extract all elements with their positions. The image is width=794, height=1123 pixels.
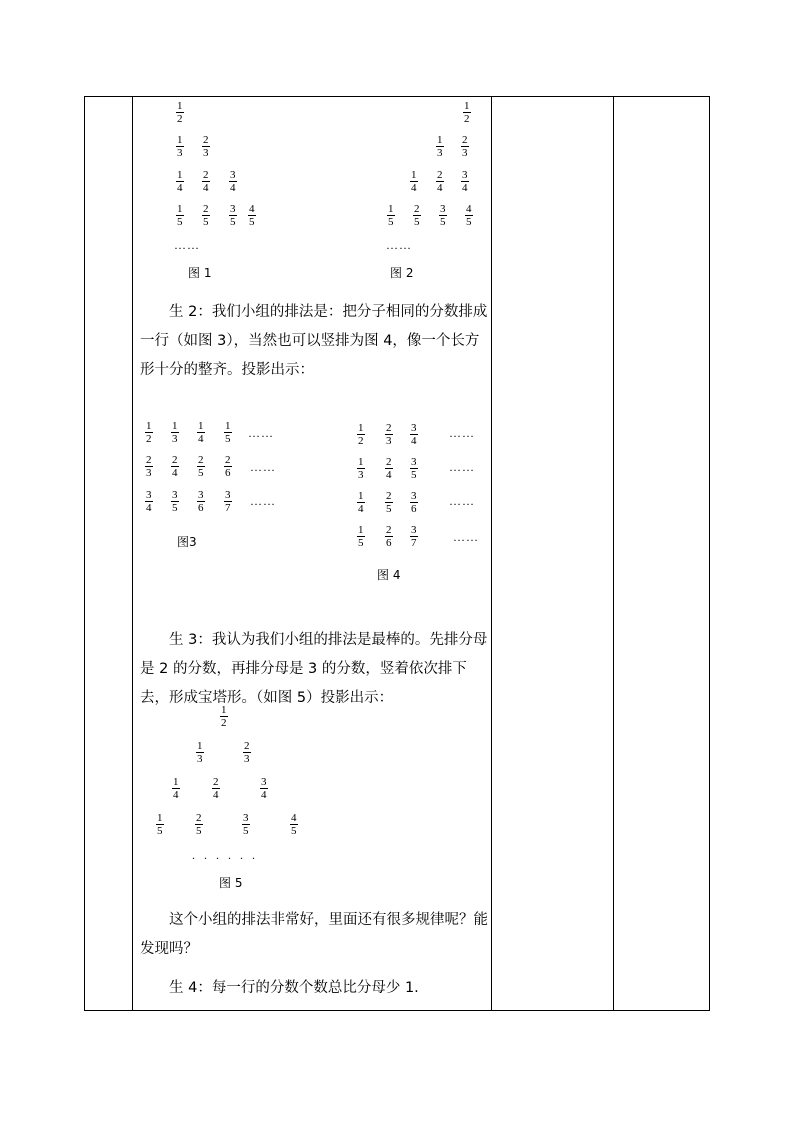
fraction	[357, 524, 365, 549]
figure-caption: 图3	[177, 535, 197, 549]
fraction-denominator: 4	[411, 182, 417, 194]
fraction-numerator: 2	[198, 454, 204, 466]
fraction-denominator: 5	[196, 825, 202, 837]
fraction-denominator: 4	[462, 182, 468, 194]
fraction-numerator: 3	[411, 422, 417, 434]
fraction-denominator: 4	[172, 467, 178, 479]
fraction-numerator: 1	[172, 420, 178, 432]
fraction-denominator: 4	[437, 182, 443, 194]
fraction	[145, 420, 153, 445]
student-4-paragraph: 生 4：每一行的分数个数总比分母少 1.	[169, 980, 419, 996]
fraction-numerator: 3	[225, 489, 231, 501]
fraction-numerator: 1	[177, 169, 183, 181]
fraction	[463, 100, 471, 125]
fraction-denominator: 5	[172, 502, 178, 514]
fraction	[385, 422, 393, 447]
fraction	[195, 812, 203, 837]
column-divider	[491, 97, 492, 1010]
fraction-denominator: 4	[146, 502, 152, 514]
ellipsis: ……	[449, 494, 475, 508]
fraction-denominator: 4	[213, 789, 219, 801]
fraction	[410, 524, 418, 549]
fraction-denominator: 5	[249, 216, 255, 228]
fraction-numerator: 1	[177, 203, 183, 215]
fraction-numerator: 1	[358, 422, 364, 434]
fraction	[197, 489, 205, 514]
fraction-numerator: 4	[249, 203, 255, 215]
fraction	[172, 776, 180, 801]
fraction-denominator: 2	[146, 433, 152, 445]
fraction-denominator: 3	[386, 435, 392, 447]
fraction-numerator: 1	[173, 776, 179, 788]
fraction-numerator: 1	[388, 203, 394, 215]
fraction-denominator: 3	[437, 147, 443, 159]
figure-caption: 图 4	[377, 568, 401, 582]
fraction	[197, 454, 205, 479]
fraction-numerator: 2	[203, 203, 209, 215]
fraction-denominator: 4	[230, 182, 236, 194]
figure-caption: 图 2	[390, 266, 414, 280]
fraction-denominator: 4	[261, 789, 267, 801]
fraction-numerator: 1	[197, 740, 203, 752]
fraction	[385, 456, 393, 481]
fraction	[145, 489, 153, 514]
fraction-denominator: 3	[172, 433, 178, 445]
fraction-denominator: 6	[225, 467, 231, 479]
fraction-numerator: 1	[177, 134, 183, 146]
fraction-numerator: 3	[440, 203, 446, 215]
fraction-denominator: 3	[244, 753, 250, 765]
fraction-numerator: 3	[146, 489, 152, 501]
fraction-denominator: 3	[197, 753, 203, 765]
fraction	[224, 420, 232, 445]
fraction-numerator: 1	[411, 169, 417, 181]
fraction	[413, 203, 421, 228]
fraction-denominator: 3	[462, 147, 468, 159]
fraction	[176, 203, 184, 228]
fraction-denominator: 5	[230, 216, 236, 228]
fraction-numerator: 3	[230, 203, 236, 215]
fraction	[357, 422, 365, 447]
fraction-denominator: 5	[203, 216, 209, 228]
fraction-denominator: 2	[177, 113, 183, 125]
fraction-numerator: 3	[411, 524, 417, 536]
fraction-numerator: 2	[225, 454, 231, 466]
fraction-numerator: 2	[172, 454, 178, 466]
fraction-numerator: 2	[203, 169, 209, 181]
ellipsis: ......	[192, 848, 264, 862]
fraction-denominator: 4	[203, 182, 209, 194]
fraction-denominator: 3	[203, 147, 209, 159]
ellipsis: ……	[386, 238, 412, 252]
ellipsis: ……	[250, 460, 276, 474]
fraction	[171, 454, 179, 479]
fraction	[229, 169, 237, 194]
fraction-denominator: 5	[411, 469, 417, 481]
fraction-numerator: 3	[243, 812, 249, 824]
fraction	[260, 776, 268, 801]
fraction-denominator: 4	[173, 789, 179, 801]
fraction	[176, 169, 184, 194]
fraction-numerator: 3	[462, 169, 468, 181]
fraction-numerator: 2	[203, 134, 209, 146]
fraction-numerator: 2	[244, 740, 250, 752]
ellipsis: ……	[248, 426, 274, 440]
fraction	[171, 489, 179, 514]
fraction	[357, 456, 365, 481]
fraction-denominator: 5	[386, 503, 392, 515]
fraction-denominator: 6	[198, 502, 204, 514]
student-2-paragraph: 生 2：我们小组的排法是：把分子相同的分数排成一行（如图 3），当然也可以竖排为图 4，像一个长方形十分的整齐。投影出示：	[140, 304, 488, 378]
fraction-numerator: 1	[146, 420, 152, 432]
figure-caption: 图 1	[188, 266, 212, 280]
fraction	[202, 169, 210, 194]
fraction	[410, 422, 418, 447]
ellipsis: ……	[174, 238, 200, 252]
fraction-denominator: 4	[177, 182, 183, 194]
fraction	[196, 740, 204, 765]
fraction-denominator: 3	[146, 467, 152, 479]
fraction	[385, 524, 393, 549]
fraction	[224, 454, 232, 479]
fraction-denominator: 5	[466, 216, 472, 228]
fraction-denominator: 2	[358, 435, 364, 447]
fraction-denominator: 4	[198, 433, 204, 445]
column-divider	[132, 97, 133, 1010]
column-divider	[613, 97, 614, 1010]
ellipsis: ……	[250, 494, 276, 508]
fraction	[436, 134, 444, 159]
fraction-denominator: 5	[388, 216, 394, 228]
fraction-denominator: 5	[177, 216, 183, 228]
fraction-numerator: 3	[261, 776, 267, 788]
fraction-denominator: 7	[225, 502, 231, 514]
fraction-denominator: 5	[198, 467, 204, 479]
fraction-numerator: 2	[386, 456, 392, 468]
fraction-numerator: 2	[146, 454, 152, 466]
fraction	[410, 456, 418, 481]
teacher-paragraph: 这个小组的排法非常好，里面还有很多规律呢？能发现吗？	[140, 912, 488, 957]
fraction	[224, 489, 232, 514]
fraction	[156, 812, 164, 837]
fraction	[461, 169, 469, 194]
fraction	[171, 420, 179, 445]
student-3-paragraph: 生 3：我认为我们小组的排法是最棒的。先排分母是 2 的分数，再排分母是 3 的分数，竖着依次排下去，形成宝塔形。（如图 5）投影出示：	[140, 632, 488, 706]
fraction	[439, 203, 447, 228]
fraction-numerator: 1	[358, 490, 364, 502]
fraction-denominator: 6	[386, 537, 392, 549]
fraction-numerator: 2	[386, 490, 392, 502]
fraction-denominator: 2	[464, 113, 470, 125]
fraction	[436, 169, 444, 194]
fraction-numerator: 3	[172, 489, 178, 501]
fraction	[385, 490, 393, 515]
fraction-denominator: 7	[411, 537, 417, 549]
fraction	[387, 203, 395, 228]
fraction-denominator: 5	[225, 433, 231, 445]
fraction	[410, 490, 418, 515]
fraction	[212, 776, 220, 801]
fraction	[357, 490, 365, 515]
fraction	[242, 812, 250, 837]
fraction-numerator: 4	[291, 812, 297, 824]
fraction-denominator: 4	[386, 469, 392, 481]
fraction	[290, 812, 298, 837]
fraction	[197, 420, 205, 445]
fraction-denominator: 3	[177, 147, 183, 159]
fraction-numerator: 2	[386, 422, 392, 434]
fraction-numerator: 3	[411, 490, 417, 502]
fraction	[410, 169, 418, 194]
fraction-numerator: 1	[225, 420, 231, 432]
fraction-denominator: 2	[221, 717, 227, 729]
fraction	[202, 134, 210, 159]
ellipsis: ……	[449, 426, 475, 440]
fraction-numerator: 2	[437, 169, 443, 181]
fraction	[248, 203, 256, 228]
fraction-numerator: 2	[213, 776, 219, 788]
fraction-numerator: 2	[386, 524, 392, 536]
fraction	[176, 100, 184, 125]
fraction	[220, 704, 228, 729]
fraction	[465, 203, 473, 228]
fraction-denominator: 4	[411, 435, 417, 447]
fraction-denominator: 5	[414, 216, 420, 228]
fraction-numerator: 1	[198, 420, 204, 432]
fraction-numerator: 2	[462, 134, 468, 146]
fraction-denominator: 5	[358, 537, 364, 549]
fraction-numerator: 1	[157, 812, 163, 824]
fraction-numerator: 1	[358, 524, 364, 536]
fraction-denominator: 5	[291, 825, 297, 837]
fraction-numerator: 1	[221, 704, 227, 716]
fraction	[202, 203, 210, 228]
fraction-numerator: 2	[196, 812, 202, 824]
fraction-numerator: 2	[414, 203, 420, 215]
fraction-numerator: 1	[464, 100, 470, 112]
fraction-numerator: 3	[230, 169, 236, 181]
fraction-denominator: 4	[358, 503, 364, 515]
fraction-numerator: 1	[358, 456, 364, 468]
figure-caption: 图 5	[219, 876, 243, 890]
fraction-numerator: 1	[437, 134, 443, 146]
fraction-denominator: 5	[157, 825, 163, 837]
fraction	[176, 134, 184, 159]
fraction-numerator: 4	[466, 203, 472, 215]
fraction-numerator: 1	[177, 100, 183, 112]
fraction-denominator: 5	[440, 216, 446, 228]
fraction-numerator: 3	[411, 456, 417, 468]
fraction	[145, 454, 153, 479]
fraction-denominator: 3	[358, 469, 364, 481]
fraction-numerator: 3	[198, 489, 204, 501]
fraction	[461, 134, 469, 159]
ellipsis: ……	[453, 530, 479, 544]
fraction-denominator: 5	[243, 825, 249, 837]
fraction	[229, 203, 237, 228]
fraction	[243, 740, 251, 765]
lesson-table	[84, 96, 710, 1011]
fraction-denominator: 6	[411, 503, 417, 515]
ellipsis: ……	[449, 460, 475, 474]
